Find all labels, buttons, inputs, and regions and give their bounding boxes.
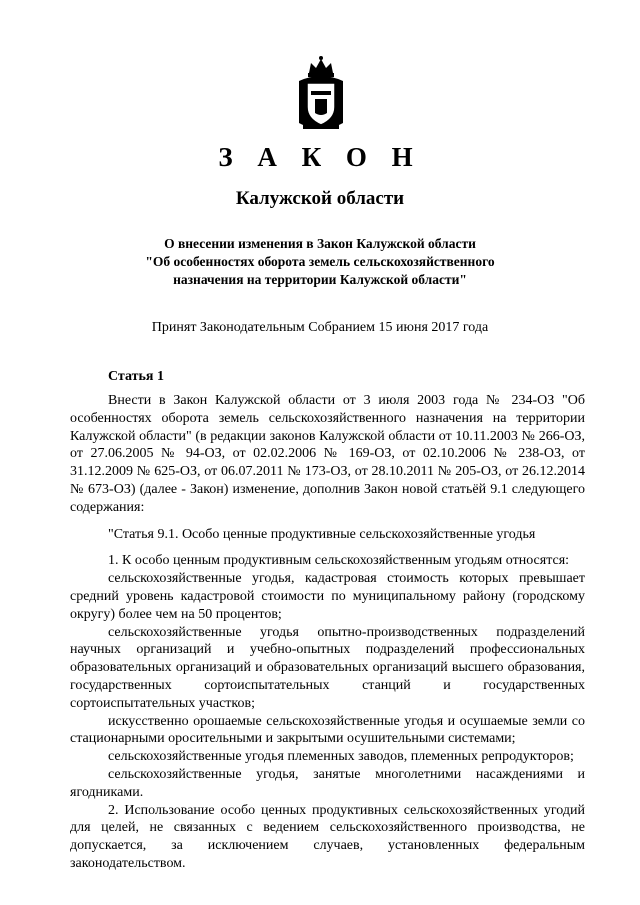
- list-item: искусственно орошаемые сельскохозяйственные угодья и осушаемые земли со стационарными оросительными и закрытыми осушительными системами;: [70, 713, 585, 747]
- adoption-note: Принят Законодательным Собранием 15 июня 2017 года: [151, 320, 489, 335]
- subtitle-line: "Об особенностях оборота земель сельскохозяйственного: [145, 254, 495, 269]
- new-article-title: "Статья 9.1. Особо ценные продуктивные сельскохозяйственные угодья: [108, 526, 536, 542]
- article-intro: Внести в Закон Калужской области от 3 июля 2003 года № 234-ОЗ "Об особенностях оборота земель сельскохозяйственного назначения на территории Калужской области" (в редакции законов Калужской области от 10.11.2003 № 266-ОЗ, от 27.06.2005 № 94-ОЗ, от 02.02.2006 № 169-ОЗ, от 02.10.2006 № 238-ОЗ, от 31.12.2009 № 625-ОЗ, от 06.07.2011 № 173-ОЗ, от 28.10.2011 № 205-ОЗ, от 26.12.2014 № 673-ОЗ) (далее - Закон) изменение, дополнив Закон новой статьёй 9.1 следующего содержания:: [70, 393, 585, 515]
- list-item: сельскохозяйственные угодья племенных заводов, племенных репродукторов;: [108, 749, 574, 765]
- point-2: 2. Использование особо ценных продуктивных сельскохозяйственных угодий для целей, не связанных с ведением сельскохозяйственного производства, не допускается, за исключением случаев, установленных федеральным законодательством.: [70, 802, 585, 871]
- article-heading: Статья 1: [108, 369, 164, 384]
- list-item: сельскохозяйственные угодья, кадастровая стоимость которых превышает средний уровень кадастровой стоимости по муниципальному району (городскому округу) более чем на 50 процентов;: [70, 571, 585, 622]
- subtitle-line: назначения на территории Калужской области": [173, 272, 467, 287]
- document-title: З А К О Н: [218, 142, 422, 172]
- law-subtitle: [0, 235, 640, 289]
- point-1-intro: 1. К особо ценным продуктивным сельскохозяйственным угодьям относятся:: [108, 553, 570, 569]
- list-item: сельскохозяйственные угодья, занятые многолетними насаждениями и ягодниками.: [70, 766, 585, 800]
- subtitle-line: О внесении изменения в Закон Калужской области: [164, 236, 476, 251]
- kaluga-coat-of-arms-icon: [293, 55, 349, 135]
- list-item: сельскохозяйственные угодья опытно-производственных подразделений научных организаций и учебно-опытных подразделений профессиональных образовательных организаций и образовательных организаций высшего образования, государственных сортоиспытательных станций и государственных сортоиспытательных участков;: [70, 624, 585, 711]
- region-name: Калужской области: [235, 188, 405, 209]
- article-body: [70, 392, 585, 873]
